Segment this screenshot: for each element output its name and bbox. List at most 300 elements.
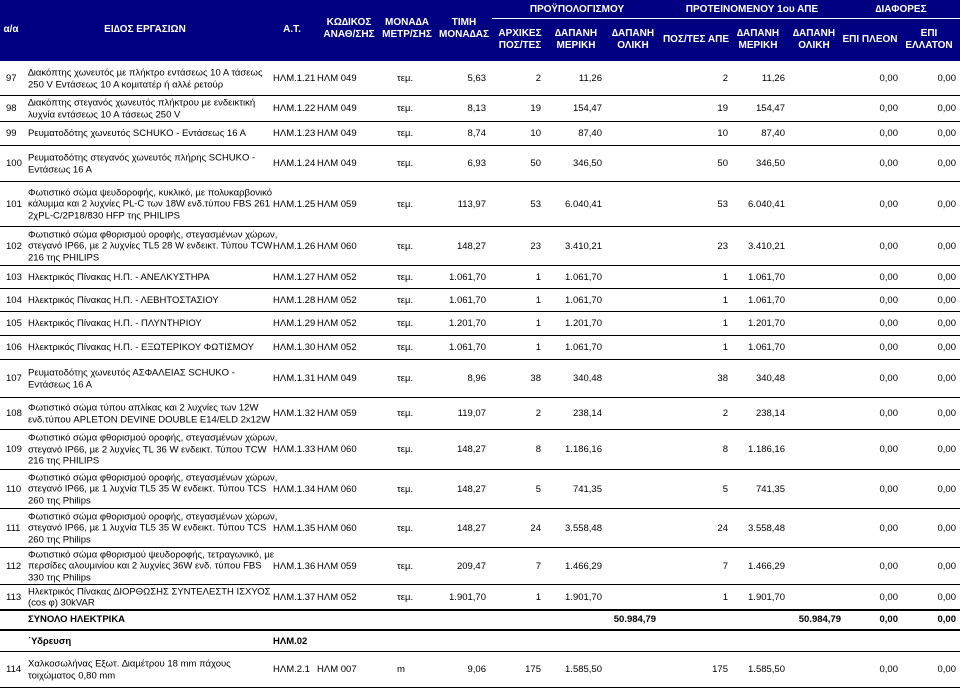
description-line: στεγανό IP66, µε 1 λυχνία TL5 35 W ενδεικτ. Τύπου TCS [28, 483, 267, 495]
cell-description [28, 97, 255, 120]
cell-price: 6,93 [467, 158, 486, 170]
header-diff-minus: ΕΠΙ ΕΛΛΑΤΟΝ [905, 28, 953, 51]
header-diff-plus: ΕΠΙ ΠΛΕΟΝ [842, 34, 898, 45]
table-row [0, 509, 960, 548]
header-budget: ΠΡΟΫΠΟΛΟΓΙΣΜΟΥ [529, 4, 625, 15]
cell-description [28, 272, 210, 284]
cell-minus: 0,00 [937, 342, 956, 354]
description-line: στεγανό IP66, µε 2 λυχνίες TL5 28 W ενδεικτ. Τύπου TCW [28, 240, 273, 252]
cell-pqty: 53 [717, 198, 728, 210]
cell-code: ΗΛΜ 049 [317, 73, 357, 85]
table-row [0, 312, 960, 336]
header-price: ΤΙΜΗ ΜΟΝΑ∆ΑΣ [439, 17, 489, 40]
cell-price: 8,74 [467, 128, 486, 140]
cell-pqty: 1 [722, 318, 728, 330]
cell-plus: 0,00 [879, 158, 898, 170]
header-at: Α.Τ. [283, 24, 301, 35]
cell-ptotal: 50.984,79 [798, 614, 841, 626]
cell-pqty: 38 [717, 373, 728, 385]
cell-qty: 23 [530, 240, 541, 252]
cell-at: ΗΛΜ.02 [273, 636, 308, 648]
cell-id: 107 [6, 373, 22, 385]
table-row [0, 146, 960, 182]
description-line: Χαλκοσωλήνας Εξωτ. ∆ιαµέτρου 18 mm πάχους [28, 658, 231, 670]
cell-partial: 3.558,48 [565, 522, 602, 534]
cell-code: ΗΛΜ 049 [317, 373, 357, 385]
cell-id: 113 [6, 591, 22, 603]
description-line: στεγανό IP66, µε 2 λυχνίες TL 36 W ενδεικτ. Τύπου TCW [28, 444, 267, 456]
cell-description [28, 152, 255, 175]
table-header [0, 0, 960, 61]
cell-qty: 1 [535, 271, 541, 283]
description-line: Φωτιστικό σώµα φθορισµού οροφής, στεγασµένων χώρων, [28, 432, 278, 444]
cell-qty: 19 [530, 103, 541, 115]
cell-ppartial: 340,48 [755, 373, 785, 385]
description-line: τοιχώµατος 0,80 mm [28, 670, 116, 681]
description-line: ∆ιακόπτης στεγανός χωνευτός πλήκτρου µε ενδεικτική [28, 97, 256, 109]
cell-pqty: 1 [722, 342, 728, 354]
cell-ppartial: 11,26 [761, 73, 785, 85]
description-line: Ρευµατοδότης στεγανός χωνευτός πλήρης SCHUKO - [28, 152, 256, 164]
cell-id: 104 [6, 294, 22, 306]
description-line: Εντάσεως 16 Α [28, 379, 92, 390]
cell-pqty: 8 [722, 444, 728, 456]
cell-ppartial: 1.061,70 [748, 294, 785, 306]
cell-price: 1.061,70 [449, 342, 486, 354]
description-line: Φωτιστικό σώµα φθορισµού οροφής, στεγασµένων χώρων, [28, 472, 278, 484]
cell-at: ΗΛΜ.1.35 [273, 522, 316, 534]
cell-minus: 0,00 [937, 560, 956, 572]
cell-code: ΗΛΜ 007 [317, 664, 357, 676]
cell-qty: 1 [535, 342, 541, 354]
cell-description [28, 511, 277, 546]
cell-description [28, 295, 219, 307]
header-proposed-qty: ΠΟΣ/ΤΕΣ ΑΠΕ [662, 34, 730, 45]
description-line: ΄Υδρευση [28, 636, 72, 648]
cell-description [28, 402, 270, 425]
cell-qty: 2 [535, 408, 541, 420]
cell-description [28, 318, 202, 330]
cell-ppartial: 1.061,70 [748, 271, 785, 283]
cell-pqty: 175 [712, 664, 728, 676]
cell-plus: 0,00 [879, 198, 898, 210]
cell-unit: τεµ. [397, 294, 414, 306]
table-row [0, 632, 960, 652]
header-budget-total: ∆ΑΠΑΝΗ ΟΛΙΚΗ [611, 28, 655, 51]
table-row [0, 96, 960, 122]
cell-id: 99 [6, 128, 17, 140]
cell-partial: 346,50 [572, 158, 602, 170]
cell-description [28, 549, 274, 584]
cell-unit: τεµ. [397, 591, 414, 603]
cell-at: ΗΛΜ.1.26 [273, 240, 316, 252]
table-row [0, 62, 960, 96]
table-row [0, 289, 960, 312]
cell-code: ΗΛΜ 052 [317, 342, 357, 354]
cell-code: ΗΛΜ 049 [317, 128, 357, 140]
cell-id: 101 [6, 198, 22, 210]
description-line: στεγανό IP66, µε 1 λυχνία TL5 35 W ενδεικτ. Τύπου TCS [28, 522, 267, 534]
cell-at: ΗΛΜ.1.37 [273, 591, 316, 603]
cell-at: ΗΛΜ.1.24 [273, 158, 316, 170]
description-line: 2χPL-C/2P18/830 HFP της PHILIPS [28, 210, 181, 222]
cell-plus: 0,00 [879, 103, 898, 115]
description-line: Φωτιστικό σώµα ψευδοροφής, κυκλικό, µε πολυκαρβονικό [28, 187, 273, 199]
cell-ppartial: 1.186,16 [748, 444, 785, 456]
cell-plus: 0,00 [879, 483, 898, 495]
cell-at: ΗΛΜ.1.30 [273, 342, 316, 354]
cell-total: 50.984,79 [613, 614, 656, 626]
cell-unit: τεµ. [397, 158, 414, 170]
cell-description [28, 342, 254, 354]
description-line: Φωτιστικό σώµα φθορισµού ψευδοροφής, τετραγωνικό, µε [28, 549, 274, 561]
table-row [0, 585, 960, 610]
cell-description [28, 229, 277, 264]
header-budget-partial: ∆ΑΠΑΝΗ ΜΕΡΙΚΗ [554, 28, 598, 51]
cell-description [28, 658, 231, 681]
cell-description [28, 472, 277, 507]
cell-price: 1.201,70 [449, 318, 486, 330]
header-item: ΕΙ∆ΟΣ ΕΡΓΑΣΙΩΝ [104, 24, 186, 35]
description-line: 260 της Philips [28, 534, 91, 546]
cell-minus: 0,00 [937, 73, 956, 85]
cell-pqty: 23 [717, 240, 728, 252]
table-row [0, 610, 960, 630]
cell-plus: 0,00 [879, 591, 898, 603]
description-line: Φωτιστικό σώµα φθορισµού οροφής, στεγασµένων χώρων, [28, 511, 278, 523]
cell-minus: 0,00 [937, 103, 956, 115]
table-row [0, 182, 960, 227]
cell-partial: 1.186,16 [565, 444, 602, 456]
cell-pqty: 2 [722, 73, 728, 85]
header-proposed-partial: ∆ΑΠΑΝΗ ΜΕΡΙΚΗ [736, 28, 780, 51]
cell-ppartial: 6.040,41 [748, 198, 785, 210]
cell-code: ΗΛΜ 059 [317, 560, 357, 572]
table-row [0, 336, 960, 360]
cell-price: 1.901,70 [449, 591, 486, 603]
cell-at: ΗΛΜ.1.33 [273, 444, 316, 456]
cell-qty: 5 [535, 483, 541, 495]
cell-code: ΗΛΜ 052 [317, 271, 357, 283]
cell-id: 102 [6, 240, 22, 252]
cell-qty: 1 [535, 591, 541, 603]
cell-ppartial: 87,40 [761, 128, 785, 140]
cell-ppartial: 238,14 [755, 408, 785, 420]
cell-at: ΗΛΜ.1.31 [273, 373, 316, 385]
table-row [0, 227, 960, 266]
cell-id: 111 [6, 522, 21, 534]
description-line: λυχνία εντάσεως 10 Α τάσεως 250 V [28, 109, 181, 120]
cell-plus: 0,00 [879, 271, 898, 283]
description-line: Ρευµατοδότης χωνευτός ΑΣΦΑΛΕΙΑΣ SCHUKO - [28, 367, 235, 379]
cell-plus: 0,00 [879, 240, 898, 252]
cell-plus: 0,00 [879, 73, 898, 85]
cell-ppartial: 346,50 [755, 158, 785, 170]
cell-minus: 0,00 [937, 483, 956, 495]
cell-price: 148,27 [456, 444, 486, 456]
description-line: Ηλεκτρικός Πίνακας Η.Π. - ΠΛΥΝΤΗΡΙΟΥ [28, 318, 202, 330]
cell-ppartial: 1.585,50 [748, 664, 785, 676]
cell-partial: 1.901,70 [565, 591, 602, 603]
description-line: (cos φ) 30kVAR [28, 597, 95, 609]
cell-partial: 1.466,29 [565, 560, 602, 572]
cell-at: ΗΛΜ.1.34 [273, 483, 316, 495]
description-line: Ηλεκτρικός Πίνακας Η.Π. - ΛΕΒΗΤΟΣΤΑΣΙΟΥ [28, 294, 219, 306]
cell-minus: 0,00 [937, 271, 956, 283]
cell-at: ΗΛΜ.1.23 [273, 128, 316, 140]
description-line: Φωτιστικό σώµα φθορισµού οροφής, στεγασµένων χώρων, [28, 229, 278, 241]
cell-partial: 1.061,70 [565, 294, 602, 306]
table-row [0, 430, 960, 470]
cell-minus: 0,00 [937, 158, 956, 170]
cell-plus: 0,00 [879, 444, 898, 456]
cell-price: 8,96 [467, 373, 486, 385]
cell-code: ΗΛΜ 059 [317, 408, 357, 420]
cell-minus: 0,00 [937, 318, 956, 330]
cell-unit: τεµ. [397, 483, 414, 495]
header-group-rule [492, 18, 960, 19]
cell-id: 114 [6, 664, 22, 676]
cell-pqty: 50 [717, 158, 728, 170]
cell-partial: 238,14 [572, 408, 602, 420]
cell-qty: 175 [525, 664, 541, 676]
cell-unit: τεµ. [397, 103, 414, 115]
cell-id: 103 [6, 271, 22, 283]
cell-minus: 0,00 [937, 128, 956, 140]
cell-at: ΗΛΜ.1.36 [273, 560, 316, 572]
table-row [0, 470, 960, 509]
cell-partial: 741,35 [572, 483, 602, 495]
cell-id: 112 [6, 560, 22, 572]
description-line: Εντάσεως 16 Α [28, 164, 92, 175]
cell-code: ΗΛΜ 060 [317, 240, 357, 252]
cell-at: ΗΛΜ.1.28 [273, 294, 316, 306]
cell-pqty: 1 [722, 271, 728, 283]
table-row [0, 266, 960, 289]
cell-price: 1.061,70 [449, 271, 486, 283]
cell-partial: 6.040,41 [565, 198, 602, 210]
cell-at: ΗΛΜ.1.32 [273, 408, 316, 420]
cell-id: 97 [6, 73, 17, 85]
cell-code: ΗΛΜ 060 [317, 444, 357, 456]
cell-code: ΗΛΜ 060 [317, 483, 357, 495]
cell-partial: 11,26 [578, 73, 602, 85]
cell-plus: 0,00 [879, 318, 898, 330]
cell-unit: m [397, 664, 405, 676]
cell-partial: 1.061,70 [565, 271, 602, 283]
cell-minus: 0,00 [937, 591, 956, 603]
header-budget-qty: ΑΡΧΙΚΕΣ ΠΟΣ/ΤΕΣ [498, 28, 542, 51]
cell-ppartial: 154,47 [755, 103, 785, 115]
cell-at: ΗΛΜ.1.21 [273, 73, 316, 85]
description-line: κάλυµµα και 2 λυχνίες PL-C των 18W ενδ.τύπου FBS 261 [28, 198, 270, 210]
cell-partial: 340,48 [572, 373, 602, 385]
description-line: Ηλεκτρικός Πίνακας Η.Π. - ΑΝΕΛΚΥΣΤΗΡΑ [28, 271, 210, 283]
cell-partial: 87,40 [578, 128, 602, 140]
cell-unit: τεµ. [397, 240, 414, 252]
cell-code: ΗΛΜ 052 [317, 591, 357, 603]
cell-id: 98 [6, 103, 17, 115]
cell-pqty: 1 [722, 294, 728, 306]
cell-unit: τεµ. [397, 373, 414, 385]
cell-price: 1.061,70 [449, 294, 486, 306]
description-line: Φωτιστικό σώµα τύπου απλίκας και 2 λυχνίες των 12W [28, 402, 259, 414]
cell-unit: τεµ. [397, 271, 414, 283]
cell-description [28, 367, 235, 390]
cell-id: 110 [6, 483, 22, 495]
cell-qty: 50 [530, 158, 541, 170]
cell-unit: τεµ. [397, 318, 414, 330]
cell-qty: 1 [535, 318, 541, 330]
cell-partial: 3.410,21 [565, 240, 602, 252]
header-code: ΚΩ∆ΙΚΟΣ ΑΝΑΘ/ΣΗΣ [323, 17, 375, 40]
cell-ppartial: 741,35 [755, 483, 785, 495]
cell-code: ΗΛΜ 059 [317, 198, 357, 210]
cell-minus: 0,00 [937, 444, 956, 456]
cell-plus: 0,00 [879, 664, 898, 676]
cell-price: 5,63 [467, 73, 486, 85]
description-line: ενδ.τύπου APLETON DEVINE DOUBLE E14/ELD 2x12W [28, 414, 271, 425]
description-line: ∆ιακόπτης χωνευτός µε πλήκτρο εντάσεως 10 Α τάσεως [28, 67, 263, 79]
cell-description [28, 433, 277, 468]
cell-plus: 0,00 [879, 128, 898, 140]
table-row [0, 360, 960, 398]
cell-plus: 0,00 [879, 560, 898, 572]
cell-minus: 0,00 [937, 373, 956, 385]
header-unit: ΜΟΝΑ∆Α ΜΕΤΡ/ΣΗΣ [382, 17, 432, 40]
cell-description [28, 636, 71, 648]
cell-at: ΗΛΜ.1.25 [273, 198, 316, 210]
cell-unit: τεµ. [397, 342, 414, 354]
cell-minus: 0,00 [937, 294, 956, 306]
table-row [0, 548, 960, 585]
cell-description [28, 586, 270, 609]
cell-description [28, 67, 263, 90]
cell-price: 209,47 [456, 560, 486, 572]
cell-minus: 0,00 [937, 664, 956, 676]
cell-description [28, 128, 246, 140]
description-line: ΣΥΝΟΛΟ ΗΛΕΚΤΡΙΚΑ [28, 614, 126, 626]
cell-ppartial: 3.410,21 [748, 240, 785, 252]
cell-ppartial: 1.466,29 [748, 560, 785, 572]
cell-qty: 53 [530, 198, 541, 210]
cell-id: 105 [6, 318, 22, 330]
cell-at: ΗΛΜ.2.1 [273, 664, 310, 676]
cell-plus: 0,00 [879, 342, 898, 354]
description-line: 216 της PHILIPS [28, 455, 100, 467]
cell-ppartial: 1.201,70 [748, 318, 785, 330]
cell-plus: 0,00 [879, 373, 898, 385]
cell-unit: τεµ. [397, 198, 414, 210]
cell-minus: 0,00 [937, 522, 956, 534]
cell-price: 119,07 [457, 408, 486, 420]
cell-unit: τεµ. [397, 408, 414, 420]
cell-price: 148,27 [456, 522, 486, 534]
cell-unit: τεµ. [397, 444, 414, 456]
cell-qty: 38 [530, 373, 541, 385]
cell-at: ΗΛΜ.1.27 [273, 271, 316, 283]
cell-ppartial: 1.901,70 [748, 591, 785, 603]
cell-code: ΗΛΜ 049 [317, 158, 357, 170]
cell-id: 100 [6, 158, 22, 170]
cell-minus: 0,00 [937, 198, 956, 210]
cell-id: 109 [6, 444, 22, 456]
cell-qty: 24 [530, 522, 541, 534]
cell-description [28, 187, 272, 222]
cell-code: ΗΛΜ 060 [317, 522, 357, 534]
cell-qty: 10 [530, 128, 541, 140]
cell-ppartial: 1.061,70 [748, 342, 785, 354]
cell-code: ΗΛΜ 052 [317, 318, 357, 330]
cell-id: 108 [6, 408, 22, 420]
row-divider [0, 629, 960, 631]
cell-code: ΗΛΜ 049 [317, 103, 357, 115]
cell-unit: τεµ. [397, 128, 414, 140]
cell-minus: 0,00 [937, 240, 956, 252]
cell-qty: 1 [535, 294, 541, 306]
header-proposed-total: ∆ΑΠΑΝΗ ΟΛΙΚΗ [792, 28, 836, 51]
cell-price: 148,27 [456, 483, 486, 495]
cell-partial: 1.585,50 [565, 664, 602, 676]
cell-unit: τεµ. [397, 522, 414, 534]
table-row [0, 398, 960, 430]
description-line: 330 της Philips [28, 572, 91, 584]
header-proposed: ΠΡΟΤΕΙΝΟΜΕΝΟΥ 1ου ΑΠΕ [685, 4, 819, 15]
cell-qty: 2 [535, 73, 541, 85]
description-line: 260 της Philips [28, 495, 91, 507]
cell-price: 113,97 [457, 198, 486, 210]
cell-plus: 0,00 [879, 522, 898, 534]
cell-qty: 7 [535, 560, 541, 572]
cell-partial: 1.061,70 [565, 342, 602, 354]
cell-pqty: 10 [717, 128, 728, 140]
cell-minus: 0,00 [937, 614, 956, 626]
cell-at: ΗΛΜ.1.22 [273, 103, 316, 115]
cell-partial: 1.201,70 [565, 318, 602, 330]
cell-pqty: 1 [722, 591, 728, 603]
cell-price: 8,13 [467, 103, 486, 115]
cell-code: ΗΛΜ 052 [317, 294, 357, 306]
cell-pqty: 24 [717, 522, 728, 534]
cell-plus: 0,00 [879, 408, 898, 420]
cell-price: 9,06 [467, 664, 486, 676]
description-line: 216 της PHILIPS [28, 252, 100, 264]
cell-price: 148,27 [456, 240, 486, 252]
description-line: περσίδες αλουµινίου και 2 λυχνίες 36W ενδ. τύπου FBS [28, 560, 262, 572]
table-row [0, 122, 960, 146]
cell-ppartial: 3.558,48 [748, 522, 785, 534]
cell-unit: τεµ. [397, 560, 414, 572]
description-line: 250 V Εντάσεως 10 Α κοµιτατέρ ή αλλέ ρετούρ [28, 79, 224, 90]
cell-pqty: 5 [722, 483, 728, 495]
cell-plus: 0,00 [879, 294, 898, 306]
cell-minus: 0,00 [937, 408, 956, 420]
cell-description [28, 614, 125, 626]
cell-at: ΗΛΜ.1.29 [273, 318, 316, 330]
cell-partial: 154,47 [572, 103, 602, 115]
table-row [0, 652, 960, 688]
description-line: Ηλεκτρικός Πίνακας Η.Π. - ΕΞΩΤΕΡΙΚΟΥ ΦΩΤΙΣΜΟΥ [28, 342, 254, 354]
cell-plus: 0,00 [879, 614, 898, 626]
description-line: Ρευµατοδότης χωνευτός SCHUKO - Εντάσεως 16 Α [28, 128, 246, 140]
cell-id: 106 [6, 342, 22, 354]
description-line: Ηλεκτρικός Πίνακας ∆ΙΟΡΘΩΣΗΣ ΣΥΝΤΕΛΕΣΤΗ ΙΣΧΥΟΣ [28, 585, 271, 597]
cell-qty: 8 [535, 444, 541, 456]
cell-pqty: 2 [722, 408, 728, 420]
cell-pqty: 19 [717, 103, 728, 115]
cell-pqty: 7 [722, 560, 728, 572]
cell-unit: τεµ. [397, 73, 414, 85]
